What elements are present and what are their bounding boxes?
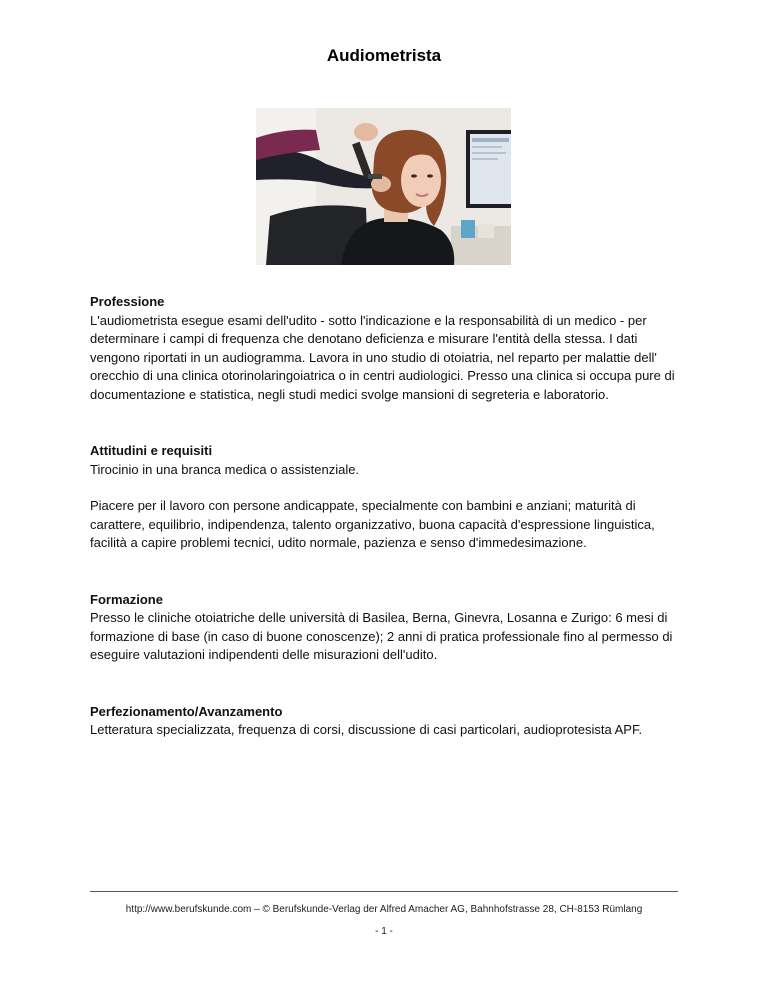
section-professione xyxy=(90,293,686,404)
header-photo xyxy=(256,108,511,265)
photo-illustration xyxy=(256,108,511,265)
section-heading: Professione xyxy=(90,294,165,309)
section-paragraph: L'audiometrista esegue esami dell'udito - sotto l'indicazione e la responsabilità di un medico - per determinare i campi di frequenza che denotano deficienza e misurare l'entità della stessa. I dati vengono riportati in un audiogramma. Lavora in uno studio di otoiatria, nel reparto per malattie dell' orecchio di una clinica otorinolaringoiatrica o in centri audiologici. Presso una clinica si occupa pure di documentazione e statistica, negli studi medici svolge mansioni di segreteria e laboratorio. xyxy=(90,312,675,402)
section-perfezionamento xyxy=(90,703,686,740)
page-number: - 1 - xyxy=(375,926,393,937)
section-heading: Perfezionamento/Avanzamento xyxy=(90,703,283,719)
section-paragraph: Letteratura specializzata, frequenza di corsi, discussione di casi particolari, audioprotesista APF. xyxy=(90,722,643,737)
section-heading: Formazione xyxy=(90,591,163,607)
section-paragraph: Tirocinio in una branca medica o assistenziale. xyxy=(90,461,360,477)
section-paragraph: Piacere per il lavoro con persone andicappate, specialmente con bambini e anziani; maturità di carattere, equilibrio, indipendenza, talento organizzativo, buona capacità d'espressione linguistica, facilità a capire problemi tecnici, udito normale, pazienza e senso d'immedesimazione. xyxy=(90,498,655,550)
section-formazione xyxy=(90,591,686,665)
section-heading: Attitudini e requisiti xyxy=(90,443,213,458)
footer-copyright: http://www.berufskunde.com – © Berufskunde-Verlag der Alfred Amacher AG, Bahnhofstrasse 28, CH-8153 Rümlang xyxy=(125,904,643,915)
section-paragraph: Presso le cliniche otoiatriche delle università di Basilea, Berna, Ginevra, Losanna e Zurigo: 6 mesi di formazione di base (in caso di buone conoscenze); 2 anni di pratica professionale fino al permesso di eseguire valutazioni indipendenti delle misurazioni dell'udito. xyxy=(90,610,673,662)
document-title: Audiometrista xyxy=(326,46,442,65)
section-attitudini xyxy=(90,442,686,553)
document-body xyxy=(90,293,686,740)
footer-divider xyxy=(90,891,678,892)
